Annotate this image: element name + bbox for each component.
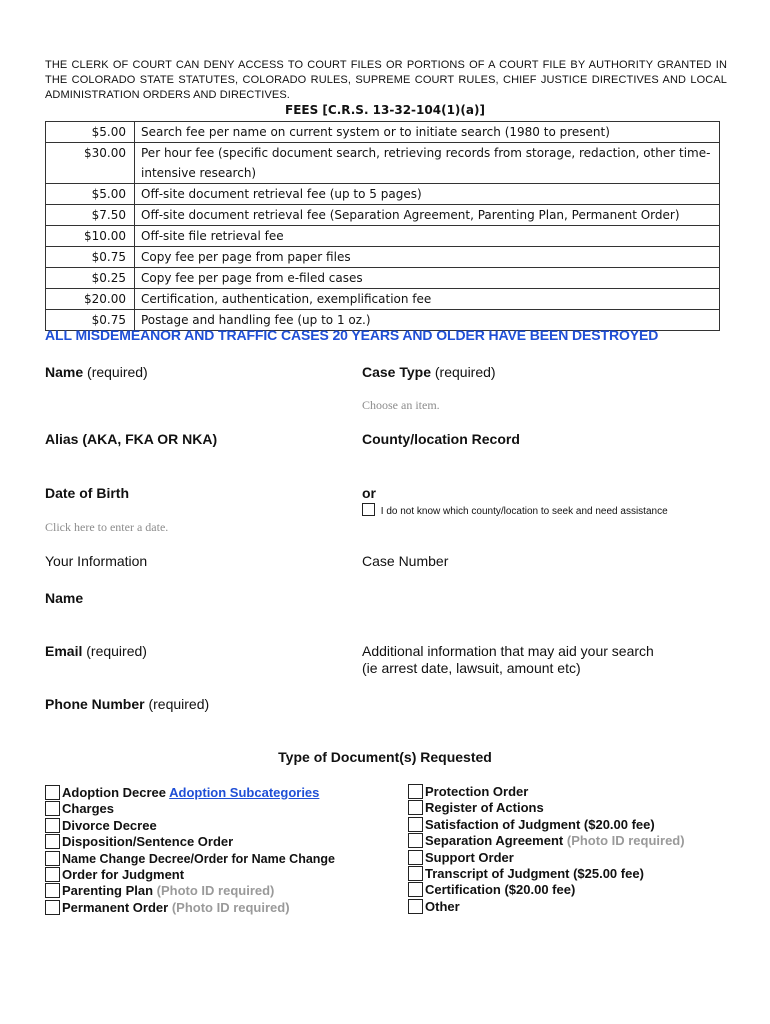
- doc-option-transcript[interactable]: Transcript of Judgment ($25.00 fee): [408, 866, 685, 882]
- doc-option-order-judgment[interactable]: Order for Judgment: [45, 867, 335, 883]
- fee-description: Off-site document retrieval fee (up to 5 pages): [135, 184, 720, 205]
- fee-row: [46, 143, 720, 184]
- adoption-checkbox[interactable]: [45, 785, 60, 800]
- name-field-label[interactable]: Name (required): [45, 364, 148, 380]
- dob-field-label: Date of Birth: [45, 485, 129, 501]
- protection-order-checkbox[interactable]: [408, 784, 423, 799]
- fee-description: Per hour fee (specific document search, retrieving records from storage, redaction, other time-intensive research): [135, 143, 720, 184]
- email-field-label[interactable]: Email (required): [45, 643, 147, 659]
- fee-row: [46, 122, 720, 143]
- fee-description: Off-site file retrieval fee: [135, 226, 720, 247]
- disposition-checkbox[interactable]: [45, 834, 60, 849]
- unknown-county-option[interactable]: I do not know which county/location to seek and need assistance: [362, 503, 668, 517]
- destroyed-notice: ALL MISDEMEANOR AND TRAFFIC CASES 20 YEARS AND OLDER HAVE BEEN DESTROYED: [45, 327, 659, 343]
- fee-amount: $5.00: [46, 184, 135, 205]
- fee-description: Certification, authentication, exemplification fee: [135, 289, 720, 310]
- fees-table: [45, 121, 720, 331]
- fee-description: Copy fee per page from paper files: [135, 247, 720, 268]
- fee-amount: $20.00: [46, 289, 135, 310]
- transcript-checkbox[interactable]: [408, 866, 423, 881]
- fee-amount: $7.50: [46, 205, 135, 226]
- document-types-title: Type of Document(s) Requested: [278, 749, 492, 765]
- fee-row: [46, 289, 720, 310]
- doc-option-parenting-plan[interactable]: Parenting Plan (Photo ID required): [45, 883, 335, 899]
- fee-amount: $10.00: [46, 226, 135, 247]
- adoption-subcategories-link[interactable]: Adoption Subcategories: [169, 785, 320, 800]
- fee-row: [46, 205, 720, 226]
- dob-date-picker[interactable]: Click here to enter a date.: [45, 520, 169, 534]
- your-information-label: Your Information: [45, 553, 148, 569]
- doc-option-other[interactable]: Other: [408, 899, 685, 915]
- alias-field-label[interactable]: Alias (AKA, FKA OR NKA): [45, 431, 218, 447]
- phone-field-label[interactable]: Phone Number (required): [45, 696, 210, 712]
- fee-description: Search fee per name on current system or to initiate search (1980 to present): [135, 122, 720, 143]
- name-change-checkbox[interactable]: [45, 851, 60, 866]
- satisfaction-checkbox[interactable]: [408, 817, 423, 832]
- fee-amount: $30.00: [46, 143, 135, 184]
- fee-row: [46, 268, 720, 289]
- certification-checkbox[interactable]: [408, 882, 423, 897]
- permanent-order-checkbox[interactable]: [45, 900, 60, 915]
- order-judgment-checkbox[interactable]: [45, 867, 60, 882]
- support-order-checkbox[interactable]: [408, 850, 423, 865]
- county-field-label[interactable]: County/location Record: [362, 431, 520, 447]
- unknown-county-checkbox[interactable]: [362, 503, 375, 516]
- fee-amount: $0.25: [46, 268, 135, 289]
- fee-amount: $5.00: [46, 122, 135, 143]
- doc-option-separation[interactable]: Separation Agreement (Photo ID required): [408, 833, 685, 849]
- doc-option-support-order[interactable]: Support Order: [408, 850, 685, 866]
- fee-amount: $0.75: [46, 310, 135, 331]
- fee-row: [46, 247, 720, 268]
- fee-row: [46, 184, 720, 205]
- other-checkbox[interactable]: [408, 899, 423, 914]
- divorce-checkbox[interactable]: [45, 818, 60, 833]
- access-notice: THE CLERK OF COURT CAN DENY ACCESS TO COURT FILES OR PORTIONS OF A COURT FILE BY AUTHORITY GRANTED IN THE COLORADO STATE STATUTES, COLORADO RULES, SUPREME COURT RULES, CHIEF JUSTICE DIRECTIVES AND LOCAL ADMINISTRATION ORDERS AND DIRECTIVES.: [45, 59, 727, 101]
- case-number-field-label[interactable]: Case Number: [362, 553, 449, 569]
- doc-option-name-change[interactable]: Name Change Decree/Order for Name Change: [45, 851, 335, 867]
- fee-amount: $0.75: [46, 247, 135, 268]
- your-name-field-label[interactable]: Name: [45, 590, 84, 606]
- fee-description: Off-site document retrieval fee (Separation Agreement, Parenting Plan, Permanent Order): [135, 205, 720, 226]
- doc-option-adoption[interactable]: Adoption Decree Adoption Subcategories: [45, 785, 335, 801]
- case-type-label: Case Type (required): [362, 364, 496, 380]
- or-label: or: [362, 485, 376, 501]
- fee-description: Postage and handling fee (up to 1 oz.): [135, 310, 720, 331]
- additional-info-field-label[interactable]: Additional information that may aid your search (ie arrest date, lawsuit, amount etc): [362, 643, 654, 676]
- doc-option-certification[interactable]: Certification ($20.00 fee): [408, 882, 685, 898]
- fee-row: [46, 226, 720, 247]
- doc-option-permanent-order[interactable]: Permanent Order (Photo ID required): [45, 900, 335, 916]
- doc-option-charges[interactable]: Charges: [45, 801, 335, 817]
- register-actions-checkbox[interactable]: [408, 800, 423, 815]
- separation-checkbox[interactable]: [408, 833, 423, 848]
- doc-option-protection-order[interactable]: Protection Order: [408, 784, 685, 800]
- doc-option-satisfaction[interactable]: Satisfaction of Judgment ($20.00 fee): [408, 817, 685, 833]
- case-type-dropdown[interactable]: Choose an item.: [362, 398, 440, 412]
- doc-option-disposition[interactable]: Disposition/Sentence Order: [45, 834, 335, 850]
- parenting-plan-checkbox[interactable]: [45, 883, 60, 898]
- fee-description: Copy fee per page from e-filed cases: [135, 268, 720, 289]
- charges-checkbox[interactable]: [45, 801, 60, 816]
- fees-title: FEES [C.R.S. 13-32-104(1)(a)]: [285, 103, 485, 117]
- doc-option-register-actions[interactable]: Register of Actions: [408, 800, 685, 816]
- document-list-left: [45, 785, 335, 916]
- doc-option-divorce[interactable]: Divorce Decree: [45, 818, 335, 834]
- document-list-right: [408, 784, 685, 915]
